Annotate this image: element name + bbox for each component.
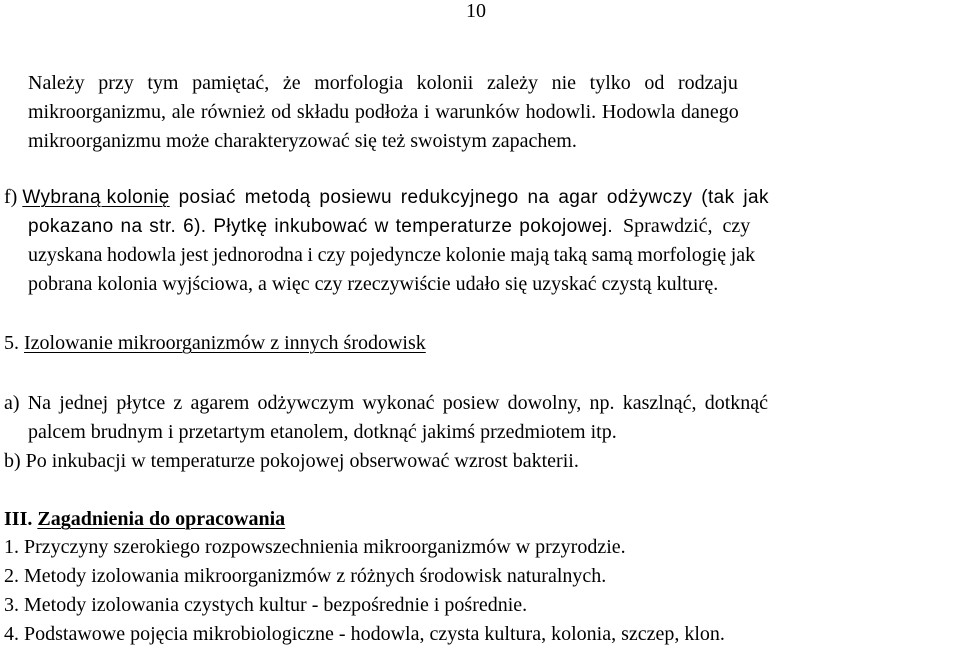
step-f-line-4: pobrana kolonia wyjściowa, a więc czy rzeczywiście udało się uzyskać czystą kulturę.	[28, 273, 719, 295]
section-3-number: III.	[4, 508, 33, 530]
intro-line-2: mikroorganizmu, ale również od składu podłoża i warunków hodowli. Hodowla danego	[28, 101, 739, 123]
step-f-line-1	[4, 183, 956, 212]
step-f-line-3: uzyskana hodowla jest jednorodna i czy pojedyncze kolonie mają taką samą morfologię jak	[28, 244, 756, 266]
step-a-line-2: palcem brudnym i przetartym etanolem, dotknąć jakimś przedmiotem itp.	[28, 421, 617, 443]
step-f-line-2-a: pokazano na str. 6). Płytkę inkubować w temperaturze pokojowej.	[28, 216, 614, 237]
step-a-line-1: a) Na jednej płytce z agarem odżywczym wykonać posiew dowolny, np. kaszlnąć, dotknąć	[4, 392, 769, 414]
intro-line-3: mikroorganizmu może charakteryzować się też swoistym zapachem.	[28, 130, 577, 152]
step-f-paragraph	[4, 183, 956, 299]
step-f-line-1-rest: posiać metodą posiewu redukcyjnego na agar odżywczy (tak jak	[169, 187, 769, 208]
list-item: 4. Podstawowe pojęcia mikrobiologiczne - hodowla, czysta kultura, kolonia, szczep, klon.	[4, 623, 725, 645]
section-3-list	[4, 533, 932, 649]
section-5-heading	[4, 329, 932, 358]
list-item: 3. Metody izolowania czystych kultur - bezpośrednie i pośrednie.	[4, 594, 528, 616]
page-number: 10	[466, 0, 486, 22]
step-f-line-2	[4, 212, 956, 241]
intro-paragraph	[28, 69, 956, 156]
intro-line-1: Należy przy tym pamiętać, że morfologia kolonii zależy nie tylko od rodzaju	[28, 72, 738, 94]
list-item: 2. Metody izolowania mikroorganizmów z różnych środowisk naturalnych.	[4, 565, 607, 587]
step-f-underlined: Wybraną kolonię	[22, 187, 170, 208]
step-b-line-1: b) Po inkubacji w temperaturze pokojowej obserwować wzrost bakterii.	[4, 450, 579, 472]
section-5-number: 5.	[4, 332, 19, 354]
section-3-heading	[4, 505, 932, 534]
step-a-paragraph	[4, 389, 956, 447]
step-f-line-2-b: Sprawdzić, czy	[613, 215, 751, 237]
step-f-marker: f)	[4, 186, 18, 208]
section-5-title: Izolowanie mikroorganizmów z innych środowisk	[24, 332, 426, 354]
section-3-title: Zagadnienia do opracowania	[37, 508, 286, 530]
list-item: 1. Przyczyny szerokiego rozpowszechnienia mikroorganizmów w przyrodzie.	[4, 536, 626, 558]
step-b-paragraph	[4, 447, 932, 476]
